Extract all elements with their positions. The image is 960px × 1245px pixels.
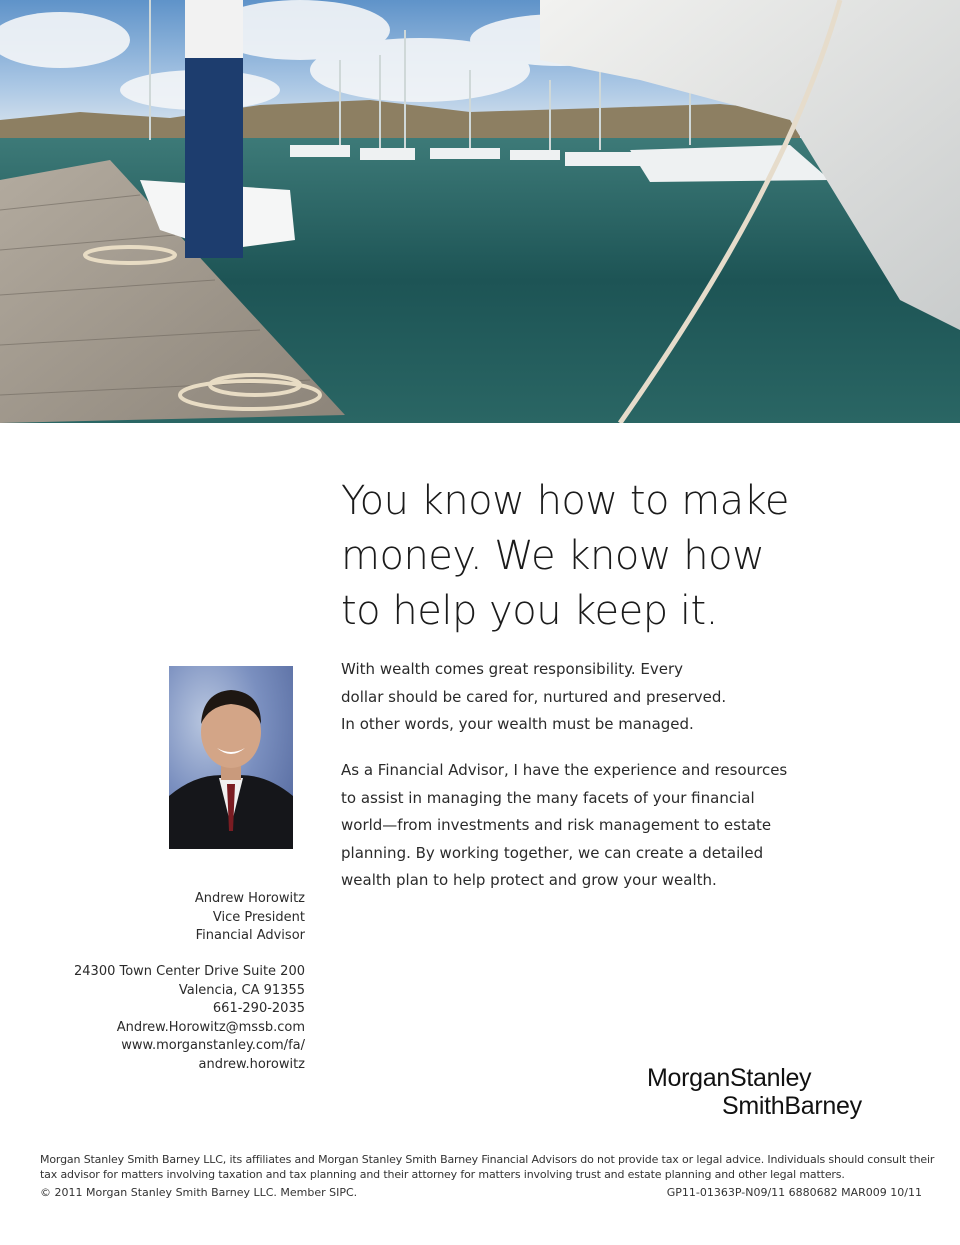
logo-line-2: SmithBarney bbox=[722, 1092, 862, 1120]
advisor-name-block bbox=[195, 890, 305, 946]
body-line: With wealth comes great responsibility. Every bbox=[341, 660, 683, 678]
disclaimer-line-1: Morgan Stanley Smith Barney LLC, its affiliates and Morgan Stanley Smith Barney Financial Advisors do not provide tax or legal advice. Individuals should consult their bbox=[40, 1153, 935, 1166]
marina-illustration bbox=[0, 0, 960, 423]
morgan-stanley-smith-barney-logo bbox=[647, 1064, 887, 1120]
website-line-1: www.morganstanley.com/fa/ bbox=[121, 1038, 305, 1053]
legal-disclaimer bbox=[40, 1153, 935, 1182]
advisor-role: Financial Advisor bbox=[195, 928, 305, 943]
copyright-notice: © 2011 Morgan Stanley Smith Barney LLC. Member SIPC. bbox=[40, 1186, 358, 1199]
body-line: to assist in managing the many facets of your financial bbox=[341, 788, 755, 807]
advisor-contact-block bbox=[74, 963, 305, 1074]
email-address: Andrew.Horowitz@mssb.com bbox=[116, 1019, 305, 1035]
body-line: dollar should be cared for, nurtured and preserved. bbox=[341, 687, 727, 706]
body-paragraph-1 bbox=[341, 656, 781, 739]
headline-line-1: You know how to make bbox=[341, 478, 790, 524]
address-line: 24300 Town Center Drive Suite 200 bbox=[74, 964, 305, 979]
headline bbox=[341, 474, 861, 639]
body-line: planning. By working together, we can create a detailed bbox=[341, 843, 764, 862]
hero-marina-photo bbox=[0, 0, 960, 423]
headline-line-2: money. We know how bbox=[341, 533, 765, 579]
advisor-name: Andrew Horowitz bbox=[194, 891, 305, 906]
logo-line-1: MorganStanley bbox=[647, 1064, 812, 1092]
body-line: In other words, your wealth must be managed. bbox=[341, 715, 694, 733]
body-line: world—from investments and risk management to estate bbox=[341, 816, 772, 834]
document-code: GP11-01363P-N09/11 6880682 MAR009 10/11 bbox=[666, 1186, 922, 1199]
footer-row bbox=[40, 1186, 922, 1202]
body-paragraph-2 bbox=[341, 757, 788, 895]
advisor-portrait bbox=[169, 666, 293, 849]
body-line: wealth plan to help protect and grow your wealth. bbox=[341, 871, 717, 889]
website-line-2: andrew.horowitz bbox=[198, 1056, 305, 1072]
headline-line-3: to help you keep it. bbox=[341, 588, 718, 634]
phone-number: 661-290-2035 bbox=[212, 1001, 305, 1016]
advisor-title: Vice President bbox=[212, 909, 305, 925]
body-line: As a Financial Advisor, I have the experience and resources bbox=[341, 761, 788, 779]
piling-top bbox=[185, 0, 243, 58]
disclaimer-line-2: tax advisor for matters involving taxation and tax planning and their attorney for matters involving trust and estate planning and other legal matters. bbox=[40, 1167, 845, 1181]
city-line: Valencia, CA 91355 bbox=[178, 982, 305, 998]
